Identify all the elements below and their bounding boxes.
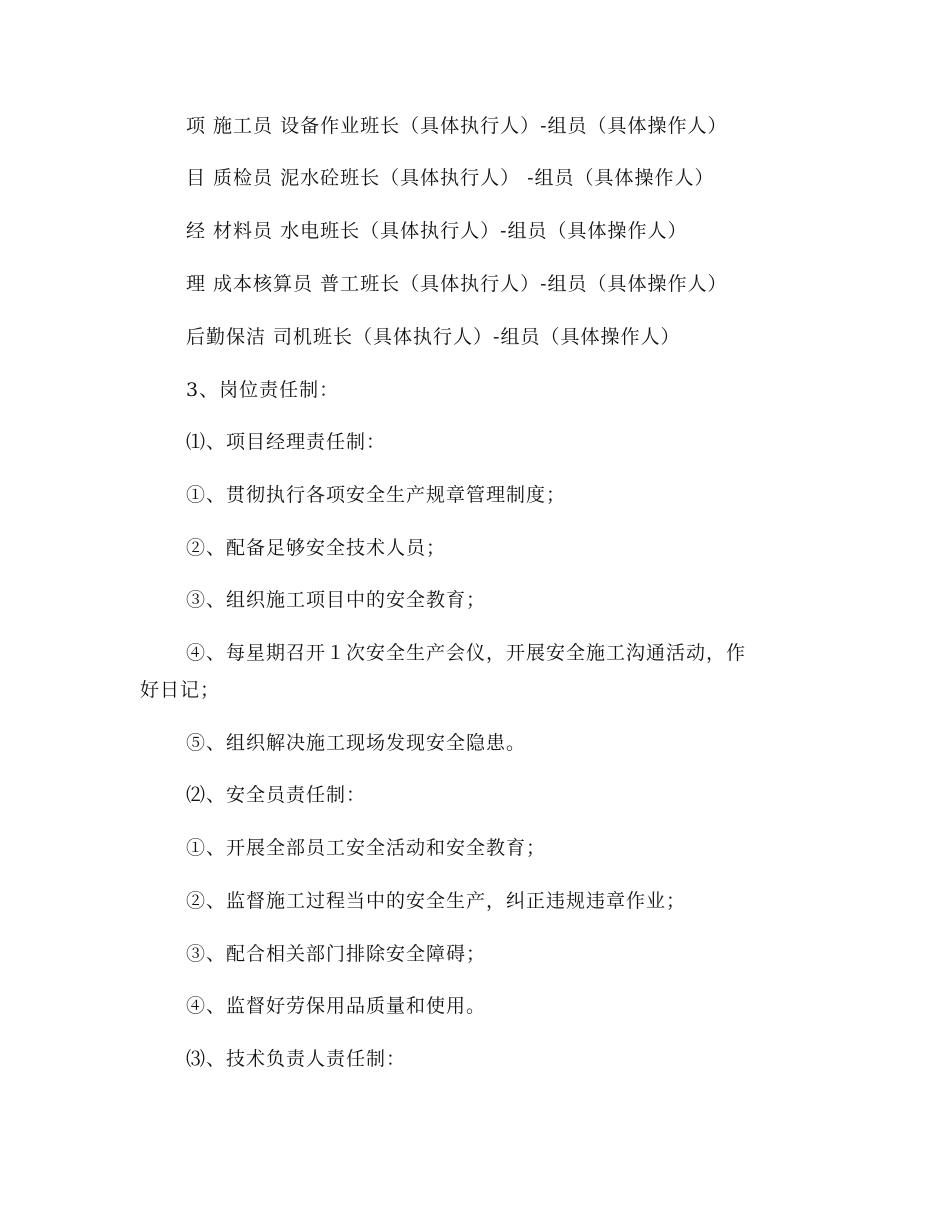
- safety-heading: ⑵、安全员责任制：: [186, 784, 367, 806]
- pm-item-5: ⑤、组织解决施工现场发现安全隐患。: [186, 732, 527, 754]
- safety-item-4: ④、监督好劳保用品质量和使用。: [186, 995, 487, 1017]
- pm-item-4: ④、每星期召开１次安全生产会仪，开展安全施工沟通活动，作: [186, 642, 747, 664]
- tech-heading: ⑶、技术负责人责任制：: [186, 1048, 407, 1070]
- pm-item-3: ③、组织施工项目中的安全教育；: [186, 589, 487, 611]
- org-row-materials: 经 材料员 水电班长（具体执行人）-组员（具体操作人）: [186, 220, 688, 242]
- pm-item-4-continued: 好日记；: [140, 679, 221, 701]
- section-heading: 3、岗位责任制：: [186, 379, 340, 401]
- org-row-construction: 项 施工员 设备作业班长（具体执行人）-组员（具体操作人）: [186, 115, 728, 137]
- pm-item-2: ②、配备足够安全技术人员；: [186, 537, 447, 559]
- safety-item-2: ②、监督施工过程当中的安全生产，纠正违规违章作业；: [186, 890, 687, 912]
- org-row-quality: 目 质检员 泥水砼班长（具体执行人） -组员（具体操作人）: [186, 167, 715, 189]
- pm-item-1: ①、贯彻执行各项安全生产规章管理制度；: [186, 484, 567, 506]
- org-row-logistics: 后勤保洁 司机班长（具体执行人）-组员（具体操作人）: [186, 326, 681, 348]
- safety-item-3: ③、配合相关部门排除安全障碍；: [186, 943, 487, 965]
- safety-item-1: ①、开展全部员工安全活动和安全教育；: [186, 837, 547, 859]
- pm-heading: ⑴、项目经理责任制：: [186, 431, 387, 453]
- org-row-cost: 理 成本核算员 普工班长（具体执行人）-组员（具体操作人）: [186, 273, 728, 295]
